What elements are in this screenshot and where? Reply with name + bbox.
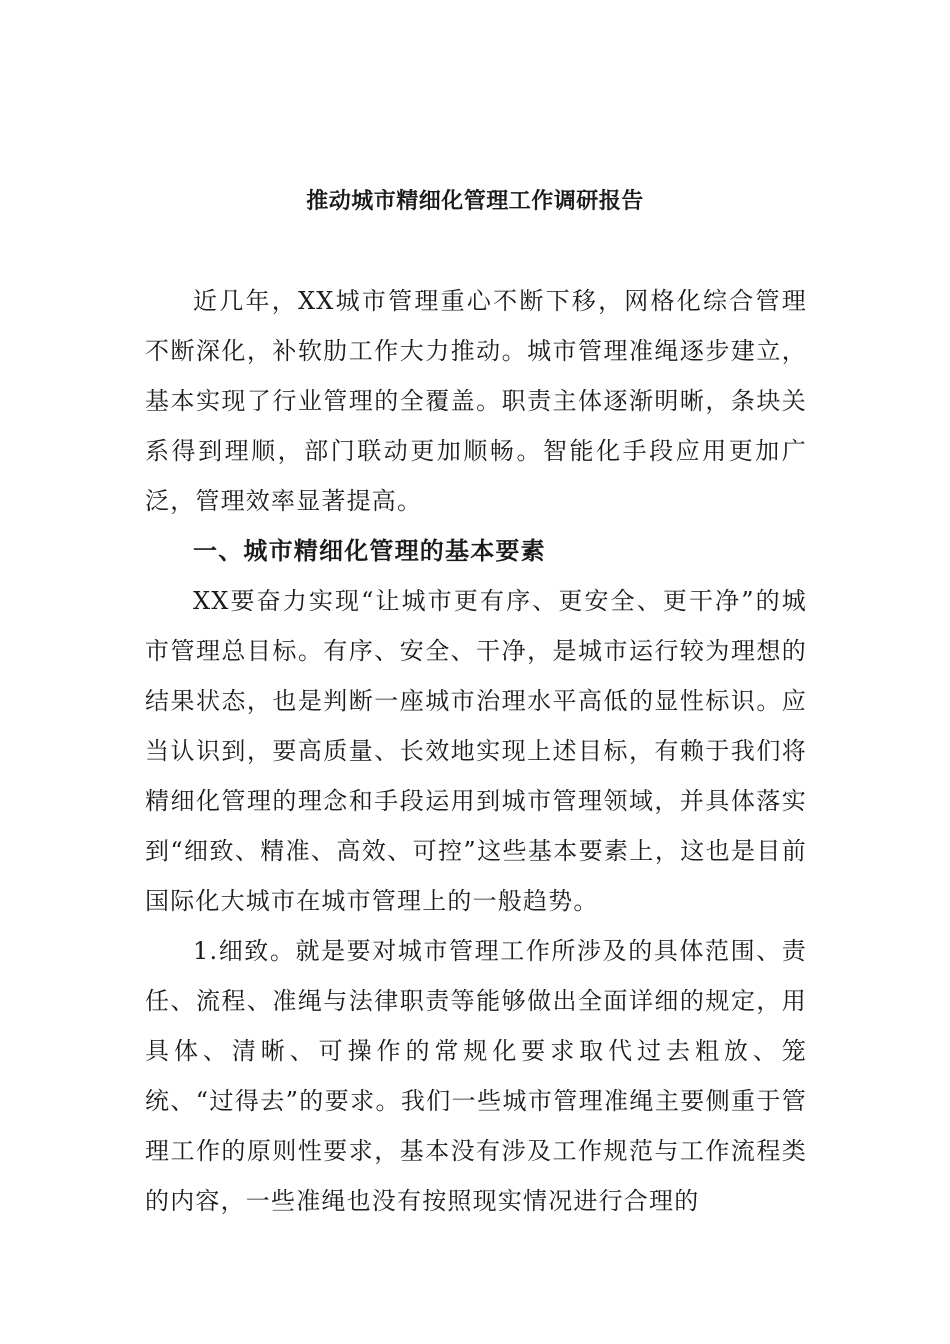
paragraph-intro: 近几年，XX城市管理重心不断下移，网格化综合管理不断深化，补软肋工作大力推动。城市管理准绳逐步建立，基本实现了行业管理的全覆盖。职责主体逐渐明晰，条块关系得到理顺，部门联动更加顺畅。智能化手段应用更加广泛，管理效率显著提高。 xyxy=(145,287,807,515)
document-title: 推动城市精细化管理工作调研报告 xyxy=(306,188,644,214)
paragraph-goals: XX要奋力实现“让城市更有序、更安全、更干净”的城市管理总目标。有序、安全、干净，是城市运行较为理想的结果状态，也是判断一座城市治理水平高低的显性标识。应当认识到，要高质量、长效地实现上述目标，有赖于我们将精细化管理的理念和手段运用到城市管理领域，并具体落实到“细致、精准、高效、可控”这些基本要素上，这也是目前国际化大城市在城市管理上的一般趋势。 xyxy=(145,587,807,915)
section-heading: 一、城市精细化管理的基本要素 xyxy=(193,536,546,565)
document-body xyxy=(145,276,807,1226)
paragraph-detail: 1.细致。就是要对城市管理工作所涉及的具体范围、责任、流程、准绳与法律职责等能够做出全面详细的规定，用具体、清晰、可操作的常规化要求取代过去粗放、笼统、“过得去”的要求。我们一些城市管理准绳主要侧重于管理工作的原则性要求，基本没有涉及工作规范与工作流程类的内容，一些准绳也没有按照现实情况进行合理的 xyxy=(145,937,807,1215)
